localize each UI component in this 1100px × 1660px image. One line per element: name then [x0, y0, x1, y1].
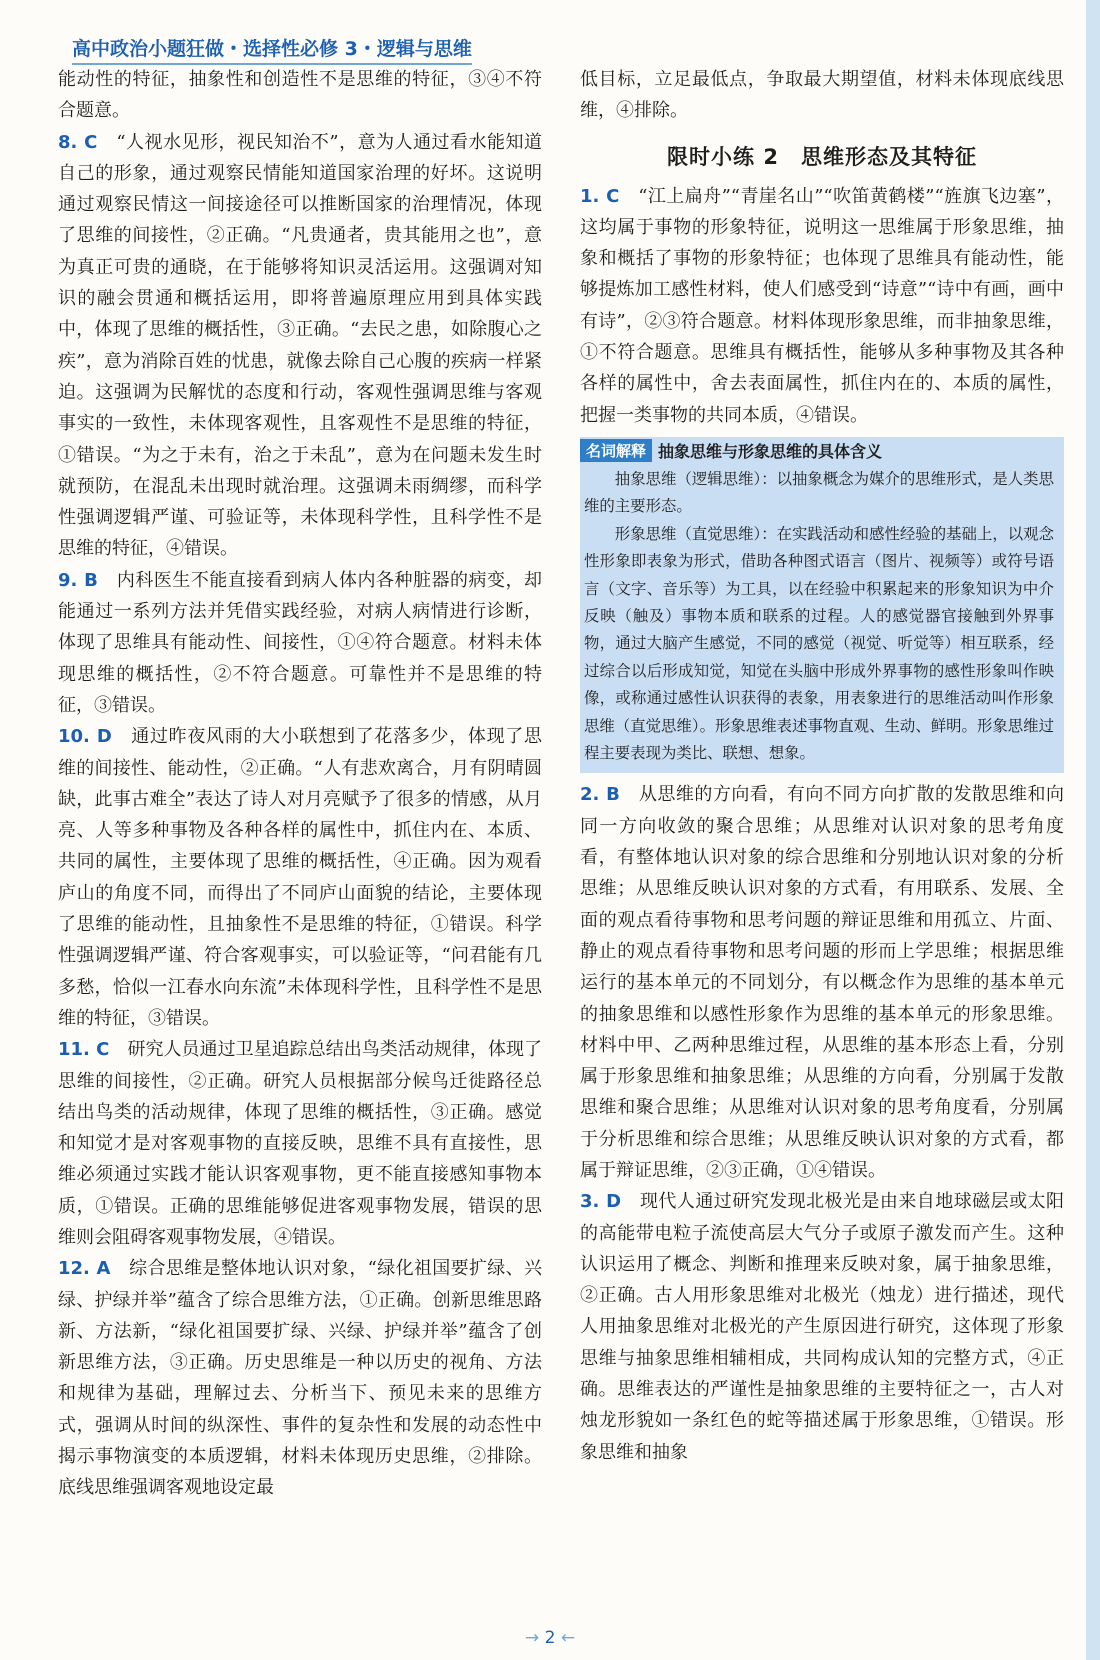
answer-text: “江上扁舟”“青崖名山”“吹笛黄鹤楼”“旌旗飞边塞”，这均属于事物的形象特征，说明这一思维属于形象思维，抽象和概括了事物的形象特征；也体现了思维具有能动性，能够提炼加工感性材料，使人们感受到“诗意”“诗中有画，画中有诗”，②③符合题意。材料体现形象思维，而非抽象思维，①不符合题意。思维具有概括性，能够从多种事物及其各种各样的属性中，舍去表面属性，抓住内在的、本质的属性，把握一类事物的共同本质，④错误。	[580, 185, 1065, 426]
answer-item-12	[58, 1253, 542, 1503]
running-header: 高中政治小题狂做・选择性必修 3・逻辑与思维	[72, 34, 472, 65]
answer-item-11	[58, 1034, 542, 1253]
answer-text: 现代人通过研究发现北极光是由来自地球磁层或太阳的高能带电粒子流使高层大气分子或原子激发而产生。这种认识运用了概念、判断和推理来反映对象，属于抽象思维，②正确。古人用形象思维对北极光（烛龙）进行描述，现代人用抽象思维对北极光的产生原因进行研究，这体现了形象思维与抽象思维相辅相成，共同构成认知的完整方式，④正确。思维表达的严谨性是抽象思维的主要特征之一，古人对烛龙形貌如一条红色的蛇等描述属于形象思维，①错误。形象思维和抽象	[580, 1191, 1065, 1463]
answer-number: 9. B	[58, 569, 98, 591]
left-column	[58, 64, 542, 1504]
answer-item-1	[580, 181, 1064, 431]
answer-number: 2. B	[580, 784, 620, 806]
right-column	[580, 64, 1064, 1468]
glossary-title: 抽象思维与形象思维的具体含义	[658, 441, 883, 461]
glossary-box	[580, 437, 1064, 773]
answer-text: 综合思维是整体地认识对象，“绿化祖国要扩绿、兴绿、护绿并举”蕴含了综合思维方法，①正确。创新思维思路新、方法新，“绿化祖国要扩绿、兴绿、护绿并举”蕴含了创新思维方法，③正确。历史思维是一种以历史的视角、方法和规律为基础，理解过去、分析当下、预见未来的思维方式，强调从时间的纵深性、事件的复杂性和发展的动态性中揭示事物演变的本质逻辑，材料未体现历史思维，②排除。底线思维强调客观地设定最	[58, 1258, 542, 1499]
page-edge-strip	[1086, 0, 1100, 1660]
answer-item-8	[58, 127, 542, 565]
page-dash-left: →	[524, 1628, 540, 1648]
page-number-value: 2	[544, 1628, 556, 1648]
answer-number: 11. C	[58, 1039, 110, 1061]
answer-number: 1. C	[580, 185, 620, 207]
answer-text: 从思维的方向看，有向不同方向扩散的发散思维和向同一方向收敛的聚合思维；从思维对认识对象的思考角度看，有整体地认识对象的综合思维和分别地认识对象的分析思维；从思维反映认识对象的方式看，有用联系、发展、全面的观点看待事物和思考问题的辩证思维和用孤立、片面、静止的观点看待事物和思考问题的形而上学思维；根据思维运行的基本单元的不同划分，有以概念作为思维的基本单元的抽象思维和以感性形象作为思维的基本单元的形象思维。材料中甲、乙两种思维过程，从思维的基本形态上看，分别属于形象思维和抽象思维；从思维的方向看，分别属于发散思维和聚合思维；从思维对认识对象的思考角度看，分别属于分析思维和综合思维；从思维反映认识对象的方式看，都属于辩证思维，②③正确，①④错误。	[580, 784, 1064, 1181]
page-number	[0, 1628, 1100, 1648]
glossary-tag: 名词解释	[580, 439, 652, 462]
answer-number: 10. D	[58, 726, 112, 748]
glossary-paragraph-1: 抽象思维（逻辑思维）：以抽象概念为媒介的思维形式，是人类思维的主要形态。	[584, 469, 1054, 516]
answer-item-2	[580, 779, 1064, 1186]
answer-text: “人视水见形，视民知治不”，意为人通过看水能知道自己的形象，通过观察民情能知道国家治理的好坏。这说明通过观察民情这一间接途径可以推断国家的治理情况，体现了思维的间接性，②正确。“凡贵通者，贵其能用之也”，意为真正可贵的通晓，在于能够将知识灵活运用。这强调对知识的融会贯通和概括运用，即将普遍原理应用到具体实践中，体现了思维的概括性，③正确。“去民之患，如除腹心之疾”，意为消除百姓的忧患，就像去除自己心腹的疾病一样紧迫。这强调为民解忧的态度和行动，客观性强调思维与客观事实的一致性，未体现客观性，且客观性不是思维的特征，①错误。“为之于未有，治之于未乱”，意为在问题未发生时就预防，在混乱未出现时就治理。这强调未雨绸缪，而科学性强调逻辑严谨、可验证等，未体现科学性，且科学性不是思维的特征，④错误。	[58, 131, 543, 560]
answer-text: 通过昨夜风雨的大小联想到了花落多少，体现了思维的间接性、能动性，②正确。“人有悲欢离合，月有阴晴圆缺，此事古难全”表达了诗人对月亮赋予了很多的情感，从月亮、人等多种事物及各种各样的属性中，抓住内在、本质、共同的属性，主要体现了思维的概括性，④正确。因为观看庐山的角度不同，而得出了不同庐山面貌的结论，主要体现了思维的能动性，且抽象性不是思维的特征，①错误。科学性强调逻辑严谨、符合客观事实，可以验证等，“问君能有几多愁，恰似一江春水向东流”未体现科学性，且科学性不是思维的特征，③错误。	[58, 726, 543, 1029]
answer-item-9	[58, 565, 542, 721]
answer-text: 内科医生不能直接看到病人体内各种脏器的病变，却能通过一系列方法并凭借实践经验，对病人病情进行诊断，体现了思维具有能动性、间接性，①④符合题意。材料未体现思维的概括性，②不符合题意。可靠性并不是思维的特征，③错误。	[58, 569, 542, 716]
answer-item-3	[580, 1186, 1064, 1468]
answer-item-10	[58, 721, 542, 1034]
answer-text: 研究人员通过卫星追踪总结出鸟类活动规律，体现了思维的间接性，②正确。研究人员根据部分候鸟迁徙路径总结出鸟类的活动规律，体现了思维的概括性，③正确。感觉和知觉才是对客观事物的直接反映，思维不具有直接性，思维必须通过实践才能认识客观事物，更不能直接感知事物本质，①错误。正确的思维能够促进客观事物发展，错误的思维则会阻碍客观事物发展，④错误。	[58, 1039, 543, 1248]
answer-number: 3. D	[580, 1191, 622, 1213]
section-title: 限时小练 2 思维形态及其特征	[667, 144, 977, 169]
glossary-paragraph-2: 形象思维（直觉思维）：在实践活动和感性经验的基础上，以观念性形象即表象为形式，借助各种图式语言（图片、视频等）或符号语言（文字、音乐等）为工具，以在经验中积累起来的形象知识为中介反映（触及）事物本质和联系的过程。人的感觉器官接触到外界事物，通过大脑产生感觉，不同的感觉（视觉、听觉等）相互联系，经过综合以后形成知觉，知觉在头脑中形成外界事物的感性形象叫作映像，或称通过感性认识获得的表象，用表象进行的思维活动叫作形象思维（直觉思维）。形象思维表述事物直观、生动、鲜明。形象思维过程主要表现为类比、联想、想象。	[584, 524, 1054, 763]
left-intro: 能动性的特征，抽象性和创造性不是思维的特征，③④不符合题意。	[58, 69, 542, 122]
answer-number: 12. A	[58, 1258, 111, 1280]
right-intro: 低目标，立足最低点，争取最大期望值，材料未体现底线思维，④排除。	[580, 69, 1064, 122]
answer-number: 8. C	[58, 131, 98, 153]
glossary-header	[580, 439, 1054, 462]
page-dash-right: ←	[560, 1628, 576, 1648]
